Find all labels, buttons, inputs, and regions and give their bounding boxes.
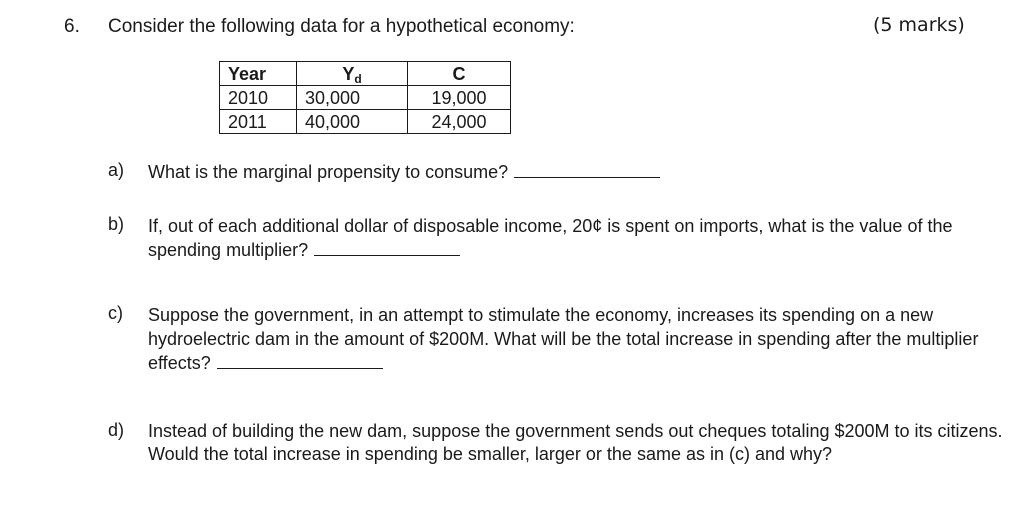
question-marks: (5 marks): [873, 14, 965, 36]
cell-c: 24,000: [408, 110, 511, 134]
table-row: [220, 110, 511, 134]
header-year: Year: [220, 62, 297, 86]
header-yd-main: Y: [342, 63, 355, 84]
part-d: [148, 420, 1008, 466]
part-a: [148, 160, 1008, 184]
part-a-text: What is the marginal propensity to consume?: [148, 162, 509, 182]
cell-year: 2011: [220, 110, 297, 134]
part-b-text: If, out of each additional dollar of disposable income, 20¢ is spent on imports, what is the value of the spending multiplier?: [148, 216, 953, 260]
answer-line-a[interactable]: [514, 163, 660, 178]
cell-yd: 40,000: [297, 110, 408, 134]
part-c-text: Suppose the government, in an attempt to stimulate the economy, increases its spending on a new hydroelectric dam in the amount of $200M. What will be the total increase in spending after the multiplier effects?: [148, 305, 979, 373]
part-c-label: c): [108, 303, 123, 323]
answer-line-b[interactable]: [314, 241, 460, 256]
part-d-label: d): [108, 420, 125, 440]
table-row: [220, 86, 511, 110]
part-c: [148, 303, 1008, 375]
header-c: C: [408, 62, 511, 86]
header-yd-subscript: d: [354, 71, 362, 86]
answer-line-c[interactable]: [217, 354, 383, 369]
cell-c: 19,000: [408, 86, 511, 110]
part-a-label: a): [108, 160, 125, 180]
part-b-label: b): [108, 214, 125, 234]
data-table: [219, 61, 511, 134]
cell-year: 2010: [220, 86, 297, 110]
part-b: [148, 214, 978, 262]
question-number: 6.: [64, 16, 80, 37]
question-intro: Consider the following data for a hypothetical economy:: [108, 16, 575, 37]
header-yd: [297, 62, 408, 86]
part-d-text: Instead of building the new dam, suppose the government sends out cheques totaling $200M to its citizens. Would the total increase in spending be smaller, larger or the same as in (c) and why?: [148, 421, 1003, 464]
table-header-row: [220, 62, 511, 86]
cell-yd: 30,000: [297, 86, 408, 110]
